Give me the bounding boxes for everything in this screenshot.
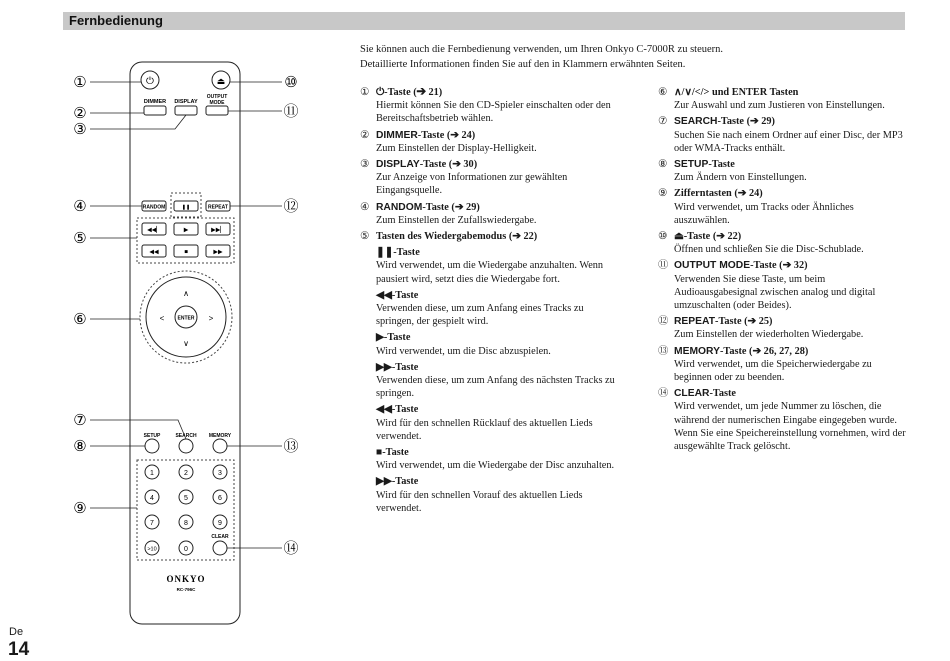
desc-item-12: ⑫ REPEAT-Taste (➔ 25) Zum Einstellen der wiederholten Wiedergabe.	[658, 316, 864, 341]
up-arrow-icon: ∧	[183, 289, 189, 298]
repeat-label: REPEAT	[208, 204, 228, 211]
callout-10: ⑩	[284, 74, 298, 91]
svg-text:3: 3	[218, 470, 222, 477]
desc-item-10: ⑩ ⏏-Taste (➔ 22) Öffnen und schließen Sie die Disc-Schublade.	[658, 231, 864, 256]
callout-9: ⑨	[73, 500, 87, 517]
desc-item-1: ① ⏻-Taste (➔ 21) Hiermit können Sie den CD-Spieler einschalten oder den Bereitschaftsbetrieb wählen.	[360, 87, 611, 125]
output-mode-button	[206, 106, 228, 115]
svg-text:8: 8	[184, 520, 188, 527]
svg-text:2: 2	[184, 470, 188, 477]
display-button	[175, 106, 197, 115]
stop-icon: ■	[184, 249, 188, 256]
memory-label: MEMORY	[208, 433, 232, 439]
svg-text:7: 7	[150, 520, 154, 527]
svg-text:5: 5	[184, 495, 188, 502]
section-title: Fernbedienung	[69, 13, 163, 28]
rew-icon: ◀◀	[149, 249, 159, 256]
clear-label: CLEAR	[211, 534, 229, 540]
play-icon: ▶	[183, 227, 189, 234]
svg-text:0: 0	[184, 546, 188, 553]
output-label-2: MODE	[209, 100, 225, 106]
desc-item-5: ⑤ Tasten des Wiedergabemodus (➔ 22) ❚❚-Taste Wird verwendet, um die Wiedergabe anzuhalten. Wenn pausiert wird, setzt dies die Wiedergabe fort. ◀◀-Taste Verwenden diese, um zum Anfang eines Tracks zu springen, der gespielt wird. ▶-Taste Wird verwendet, um die Disc abzuspielen. ▶▶-Taste Verwenden diese, um zum Anfang des nächsten Tracks zu springen. ◀◀-Taste Wird für den schnellen Rücklauf des aktuellen Lieds verwendet. ■-Taste Wird verwendet, um die Wiedergabe der Disc anzuhalten. ▶▶-Taste Wird für den schnellen Vorauf des aktuellen Lieds verwendet.	[360, 231, 615, 514]
enter-label: ENTER	[177, 315, 195, 322]
pause-icon: ❚❚	[181, 204, 191, 211]
desc-item-8: ⑧ SETUP-Taste Zum Ändern von Einstellungen.	[658, 159, 807, 184]
desc-item-3: ③ DISPLAY-Taste (➔ 30) Zur Anzeige von Informationen zur gewählten Eingangsquelle.	[360, 159, 568, 197]
random-label: RANDOM	[142, 204, 166, 211]
intro-text	[360, 42, 723, 72]
callout-3: ③	[73, 121, 87, 138]
setup-label: SETUP	[143, 433, 161, 439]
model-name: RC-796C	[176, 587, 196, 592]
eject-icon: ⏏	[216, 76, 226, 86]
language-label: De	[9, 626, 24, 638]
setup-button	[145, 439, 159, 453]
desc-item-9: ⑨ Zifferntasten (➔ 24) Wird verwendet, um Tracks oder Ähnliches auszuwählen.	[658, 188, 854, 226]
svg-text:1: 1	[150, 470, 154, 477]
callout-6: ⑥	[73, 311, 87, 328]
callout-5: ⑤	[73, 230, 87, 247]
desc-item-2: ② DIMMER-Taste (➔ 24) Zum Einstellen der Display-Helligkeit.	[360, 129, 537, 154]
down-arrow-icon: ∨	[183, 339, 189, 348]
dimmer-label: DIMMER	[143, 99, 167, 105]
intro-line-2: Detaillierte Informationen finden Sie auf den in Klammern erwähnten Seiten.	[360, 59, 686, 70]
desc-item-4: ④ RANDOM-Taste (➔ 29) Zum Einstellen der Zufallswiedergabe.	[360, 201, 537, 226]
clear-button	[213, 541, 227, 555]
intro-line-1: Sie können auch die Fernbedienung verwenden, um Ihren Onkyo C-7000R zu steuern.	[360, 44, 724, 55]
description-column-2	[658, 86, 908, 456]
memory-button	[213, 439, 227, 453]
callout-8: ⑧	[73, 438, 87, 455]
playback-subitems: ❚❚-Taste Wird verwendet, um die Wiedergabe anzuhalten. Wenn pausiert wird, setzt dies die Wiedergabe fort. ◀◀-Taste Verwenden diese, um zum Anfang eines Tracks zu springen, der gespielt wird. ▶-Taste Wird verwendet, um die Disc abzuspielen. ▶▶-Taste Verwenden diese, um zum Anfang des nächsten Tracks zu springen. ◀◀-Taste Wird für den schnellen Rücklauf des aktuellen Lieds verwendet. ■-Taste Wird verwendet, um die Wiedergabe der Disc anzuhalten. ▶▶-Taste Wird für den schnellen Vorauf des aktuellen Lieds verwendet.	[376, 247, 615, 514]
next-icon: ▶▶▏	[211, 227, 225, 234]
search-label: SEARCH	[175, 433, 197, 439]
desc-item-14: ⑭ CLEAR-Taste Wird verwendet, um jede Nummer zu löschen, die während der numerischen Eingabe eingegeben wurde. Wenn Sie eine Speichereinstellung vornehmen, wird der ausgewählte Track gelöscht.	[658, 388, 906, 453]
callout-7: ⑦	[73, 412, 87, 429]
desc-item-11: ⑪ OUTPUT MODE-Taste (➔ 32) Verwenden Sie diese Taste, um beim Audioausgabesignal zwischen analog und digital umzuschalten (oder Beides).	[658, 260, 876, 312]
left-arrow-icon: <	[159, 314, 165, 323]
search-button	[179, 439, 193, 453]
svg-text:>10: >10	[147, 546, 157, 553]
ff-icon: ▶▶	[213, 249, 223, 256]
desc-item-13: ⑬ MEMORY-Taste (➔ 26, 27, 28) Wird verwendet, um die Speicherwiedergabe zu beginnen oder zu beenden.	[658, 345, 872, 384]
section-header	[63, 12, 905, 30]
callout-12: ⑫	[283, 198, 299, 215]
display-label: DISPLAY	[174, 99, 198, 105]
desc-item-7: ⑦ SEARCH-Taste (➔ 29) Suchen Sie nach einem Ordner auf einer Disc, der MP3 oder WMA-Tracks enthält.	[658, 116, 903, 154]
page-number: 14	[8, 639, 30, 660]
callout-1: ①	[73, 74, 87, 91]
svg-text:6: 6	[218, 495, 222, 502]
callout-11: ⑪	[283, 103, 299, 120]
dimmer-button	[144, 106, 166, 115]
right-arrow-icon: >	[208, 314, 214, 323]
svg-text:9: 9	[218, 520, 222, 527]
power-icon: ⏻	[146, 76, 154, 87]
output-label-1: OUTPUT	[206, 94, 228, 100]
brand-logo: ONKYO	[166, 574, 206, 584]
callout-14: ⑭	[283, 540, 299, 557]
remote-control-illustration	[60, 40, 390, 640]
callout-4: ④	[73, 198, 87, 215]
callout-2: ②	[73, 105, 87, 122]
svg-text:4: 4	[150, 495, 154, 502]
description-column-1	[360, 86, 615, 518]
callout-13: ⑬	[283, 438, 299, 455]
prev-icon: ◀◀▏	[147, 227, 161, 234]
desc-item-6: ⑥ ∧/∨/</> und ENTER Tasten Zur Auswahl und zum Justieren von Einstellungen.	[658, 87, 885, 112]
